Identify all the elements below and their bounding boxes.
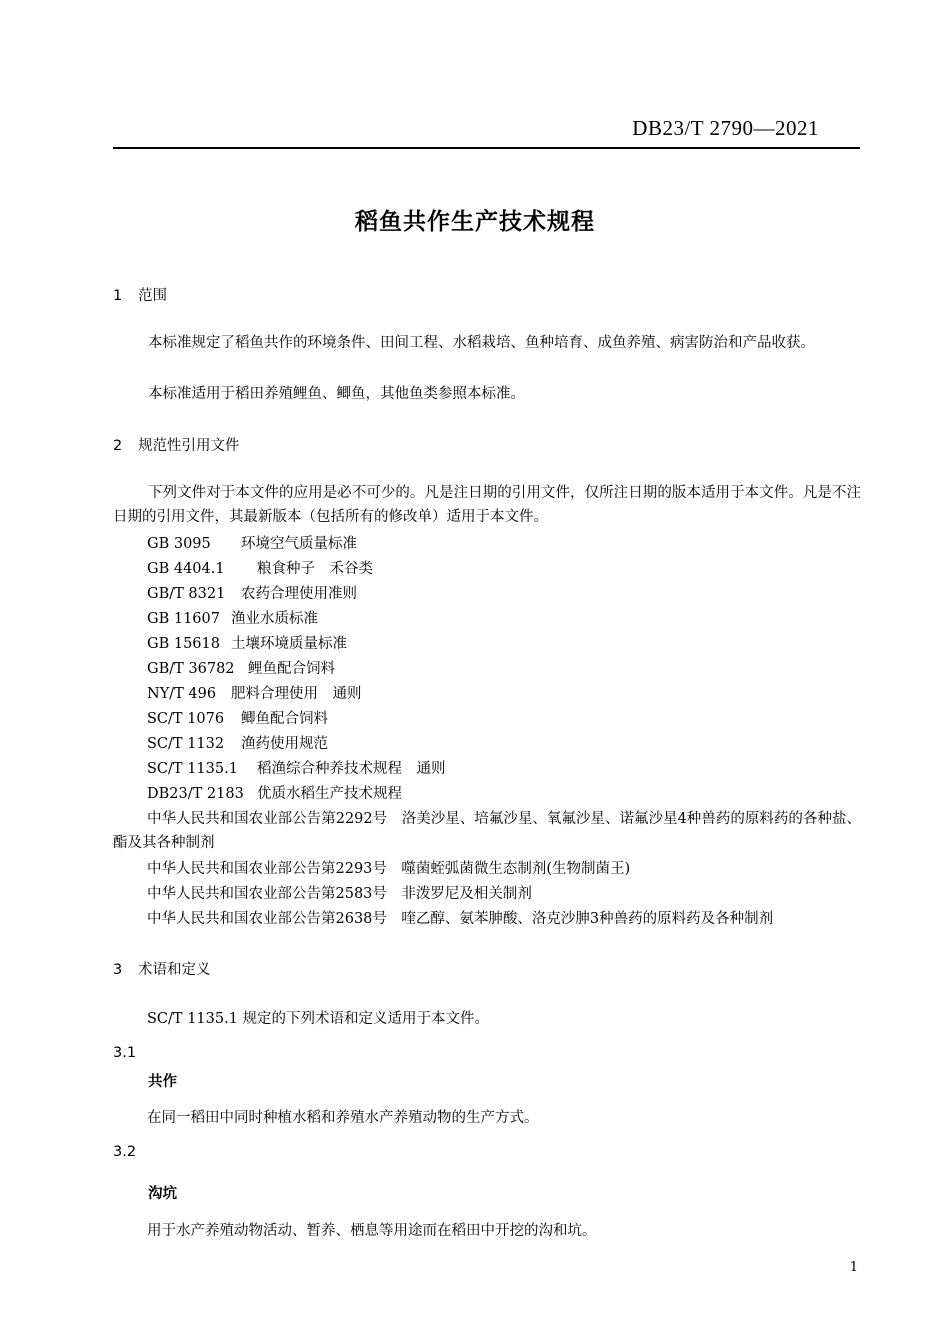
- document-title: 稻鱼共作生产技术规程: [355, 209, 595, 235]
- section-2-heading: [113, 434, 240, 455]
- reference-item: [147, 732, 328, 753]
- reference-item: [147, 707, 328, 728]
- reference-code: SC/T 1135.1: [147, 761, 238, 777]
- reference-title: 鲤鱼配合饲料: [248, 661, 335, 677]
- notice-title: 噬菌蛭弧菌微生态制剂(生物制菌王): [401, 861, 631, 877]
- terms-intro: SC/T 1135.1 规定的下列术语和定义适用于本文件。: [147, 1011, 490, 1027]
- reference-item: [147, 532, 357, 553]
- reference-title: 鲫鱼配合饲料: [241, 711, 328, 727]
- reference-title: 土壤环境质量标准: [231, 636, 347, 652]
- notice-reference-item: [147, 857, 630, 878]
- reference-item: [147, 757, 446, 778]
- section-title: 范围: [138, 288, 167, 304]
- references-intro: 下列文件对于本文件的应用是必不可少的。凡是注日期的引用文件，仅所注日期的版本适用于本文件。凡是不注日期的引用文件，其最新版本（包括所有的修改单）适用于本文件。: [113, 485, 861, 525]
- reference-code: DB23/T 2183: [147, 786, 244, 802]
- reference-item: [147, 632, 347, 653]
- reference-title: 环境空气质量标准: [241, 536, 357, 552]
- notice-code: 中华人民共和国农业部公告第2292号: [147, 811, 388, 827]
- term-name: 沟坑: [148, 1186, 177, 1202]
- section-title: 规范性引用文件: [138, 438, 240, 454]
- reference-code: SC/T 1076: [147, 711, 225, 727]
- notice-reference-item: [147, 907, 773, 928]
- term-number: 3.1: [113, 1045, 137, 1061]
- reference-item: [147, 782, 402, 803]
- section-3-heading: [113, 958, 211, 979]
- section-number: 2: [113, 438, 123, 454]
- page-number: 1: [849, 1260, 858, 1275]
- term-definition: 在同一稻田中同时种植水稻和养殖水产养殖动物的生产方式。: [147, 1110, 539, 1126]
- reference-title: 农药合理使用准则: [241, 586, 357, 602]
- section-title: 术语和定义: [138, 962, 211, 978]
- notice-reference-item: [113, 807, 861, 855]
- reference-title: 渔业水质标准: [231, 611, 318, 627]
- reference-code: GB/T 8321: [147, 586, 226, 602]
- reference-code: GB 15618: [147, 636, 220, 652]
- standard-code: DB23/T 2790—2021: [632, 116, 819, 140]
- reference-item: [147, 557, 373, 578]
- notice-reference-item: [147, 882, 532, 903]
- notice-code: 中华人民共和国农业部公告第2583号: [147, 886, 387, 902]
- term-name: 共作: [148, 1074, 177, 1090]
- scope-paragraph: 本标准规定了稻鱼共作的环境条件、田间工程、水稻栽培、鱼种培育、成鱼养殖、病害防治和产品收获。: [148, 335, 815, 351]
- section-number: 1: [113, 288, 123, 304]
- reference-title: 优质水稻生产技术规程: [257, 786, 402, 802]
- section-1-heading: [113, 284, 167, 305]
- reference-title: 稻渔综合种养技术规程 通则: [257, 761, 446, 777]
- reference-code: GB 11607: [147, 611, 220, 627]
- term-number: 3.2: [113, 1144, 137, 1160]
- reference-title: 渔药使用规范: [241, 736, 328, 752]
- reference-code: SC/T 1132: [147, 736, 225, 752]
- reference-item: [147, 682, 362, 703]
- reference-item: [147, 582, 357, 603]
- reference-title: 粮食种子 禾谷类: [257, 561, 373, 577]
- reference-item: [147, 607, 318, 628]
- reference-item: [147, 657, 335, 678]
- header-rule: [113, 147, 860, 149]
- section-number: 3: [113, 962, 123, 978]
- reference-code: GB 4404.1: [147, 561, 225, 577]
- notice-title: 洛美沙星、培氟沙星、氧氟沙星、诺氟沙星4种兽药的原料药的各种盐、酯及其各种制剂: [113, 811, 862, 851]
- notice-code: 中华人民共和国农业部公告第2638号: [147, 911, 387, 927]
- reference-code: NY/T 496: [147, 686, 217, 702]
- term-definition: 用于水产养殖动物活动、暂养、栖息等用途而在稻田中开挖的沟和坑。: [147, 1223, 597, 1239]
- reference-code: GB/T 36782: [147, 661, 235, 677]
- scope-paragraph: 本标准适用于稻田养殖鲤鱼、鲫鱼，其他鱼类参照本标准。: [148, 386, 525, 402]
- notice-title: 非泼罗尼及相关制剂: [401, 886, 532, 902]
- notice-title: 喹乙醇、氨苯胂酸、洛克沙胂3种兽药的原料药及各种制剂: [401, 911, 774, 927]
- notice-code: 中华人民共和国农业部公告第2293号: [147, 861, 387, 877]
- reference-title: 肥料合理使用 通则: [231, 686, 362, 702]
- reference-code: GB 3095: [147, 536, 211, 552]
